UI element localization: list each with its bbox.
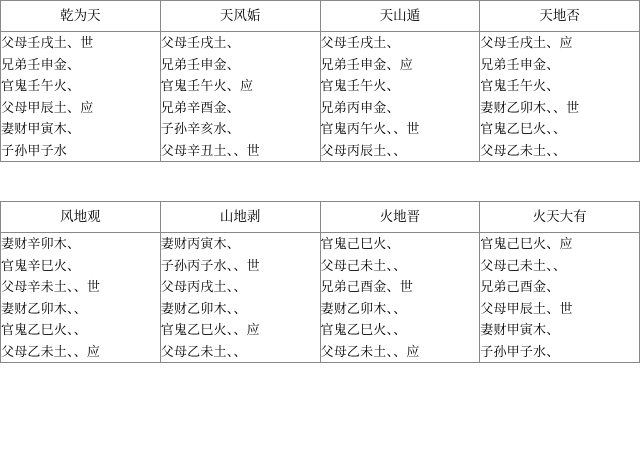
column-body-cell [1,32,161,162]
line-item: 父母辛丑土、、世 [160,142,260,158]
column-header-cell: 天山遁 [320,1,480,32]
line-item: 妻财甲寅木、 [480,322,560,337]
line-item: 子孙甲子水 [1,142,68,158]
line-item: 兄弟丙申金、 [320,99,400,115]
line-item: 妻财辛卯木、 [1,236,81,251]
line-item: 父母丙戌土、、 [160,279,247,294]
line-item: 父母乙未土、、 [480,142,567,158]
column-header-cell: 天风姤 [160,1,320,32]
line-item: 官鬼壬午火、 [480,78,560,93]
table-header-row [1,1,640,32]
column-body-cell [320,233,480,363]
line-item: 官鬼丙午火、、世 [320,121,420,136]
line-item: 父母辛未土、、世 [1,279,101,294]
line-item: 父母丙辰土、、 [320,142,407,158]
line-item: 妻财丙寅木、 [160,236,240,251]
line-item: 官鬼壬午火、 [1,78,81,93]
line-item: 官鬼壬午火、应 [160,78,254,93]
line-item: 官鬼己巳火、 [320,236,400,251]
column-header-cell: 风地观 [1,202,161,233]
column-header-cell: 乾为天 [1,1,161,32]
line-item: 兄弟壬申金、 [480,56,560,72]
column-body-cell [480,233,640,363]
table-header-row [1,202,640,233]
line-item: 父母甲辰土、应 [1,99,94,115]
line-item: 父母乙未土、、应 [320,343,420,359]
table-separator [0,162,640,201]
line-item: 妻财甲寅木、 [1,121,81,136]
column-body-cell [160,32,320,162]
line-item: 父母壬戌土、应 [480,35,573,50]
line-item: 父母乙未土、、 [160,343,247,359]
line-item: 父母壬戌土、世 [1,35,94,50]
column-body-cell [480,32,640,162]
column-body-cell [160,233,320,363]
line-item: 父母壬戌土、 [160,35,240,50]
line-item: 官鬼乙巳火、、 [480,121,567,136]
column-header-cell: 山地剥 [160,202,320,233]
line-item: 官鬼乙巳火、、 [320,322,407,337]
hexagram-table-top [0,0,640,162]
line-item: 父母壬戌土、 [320,35,400,50]
line-item: 官鬼乙巳火、、应 [160,322,260,337]
line-item: 官鬼己巳火、应 [480,236,573,251]
line-item: 妻财乙卯木、、 [320,300,407,316]
line-item: 兄弟辛酉金、 [160,99,240,115]
column-header-cell: 火天大有 [480,202,640,233]
line-item: 兄弟己酉金、世 [320,279,413,294]
line-item: 兄弟壬申金、 [160,56,240,72]
line-item: 兄弟壬申金、应 [320,56,413,72]
line-item: 父母己未土、、 [480,257,567,273]
line-item: 子孙丙子水、、世 [160,257,260,273]
line-item: 官鬼辛巳火、 [1,257,81,273]
column-header-cell: 天地否 [480,1,640,32]
table-body-row [1,233,640,363]
line-item: 妻财乙卯木、、 [1,300,87,316]
hexagram-table-bottom [0,201,640,363]
line-item: 妻财乙卯木、、世 [480,99,580,115]
table-body-row [1,32,640,162]
column-body-cell [320,32,480,162]
line-item: 父母乙未土、、应 [1,343,101,359]
line-item: 子孙甲子水、 [480,343,560,359]
line-item: 父母己未土、、 [320,257,407,273]
line-item: 官鬼壬午火、 [320,78,400,93]
line-item: 妻财乙卯木、、 [160,300,247,316]
line-item: 兄弟己酉金、 [480,279,560,294]
column-body-cell [1,233,161,363]
line-item: 父母甲辰土、世 [480,300,573,316]
column-header-cell: 火地晋 [320,202,480,233]
line-item: 子孙辛亥水、 [160,121,240,136]
line-item: 兄弟壬申金、 [1,56,81,72]
line-item: 官鬼乙巳火、、 [1,322,87,337]
